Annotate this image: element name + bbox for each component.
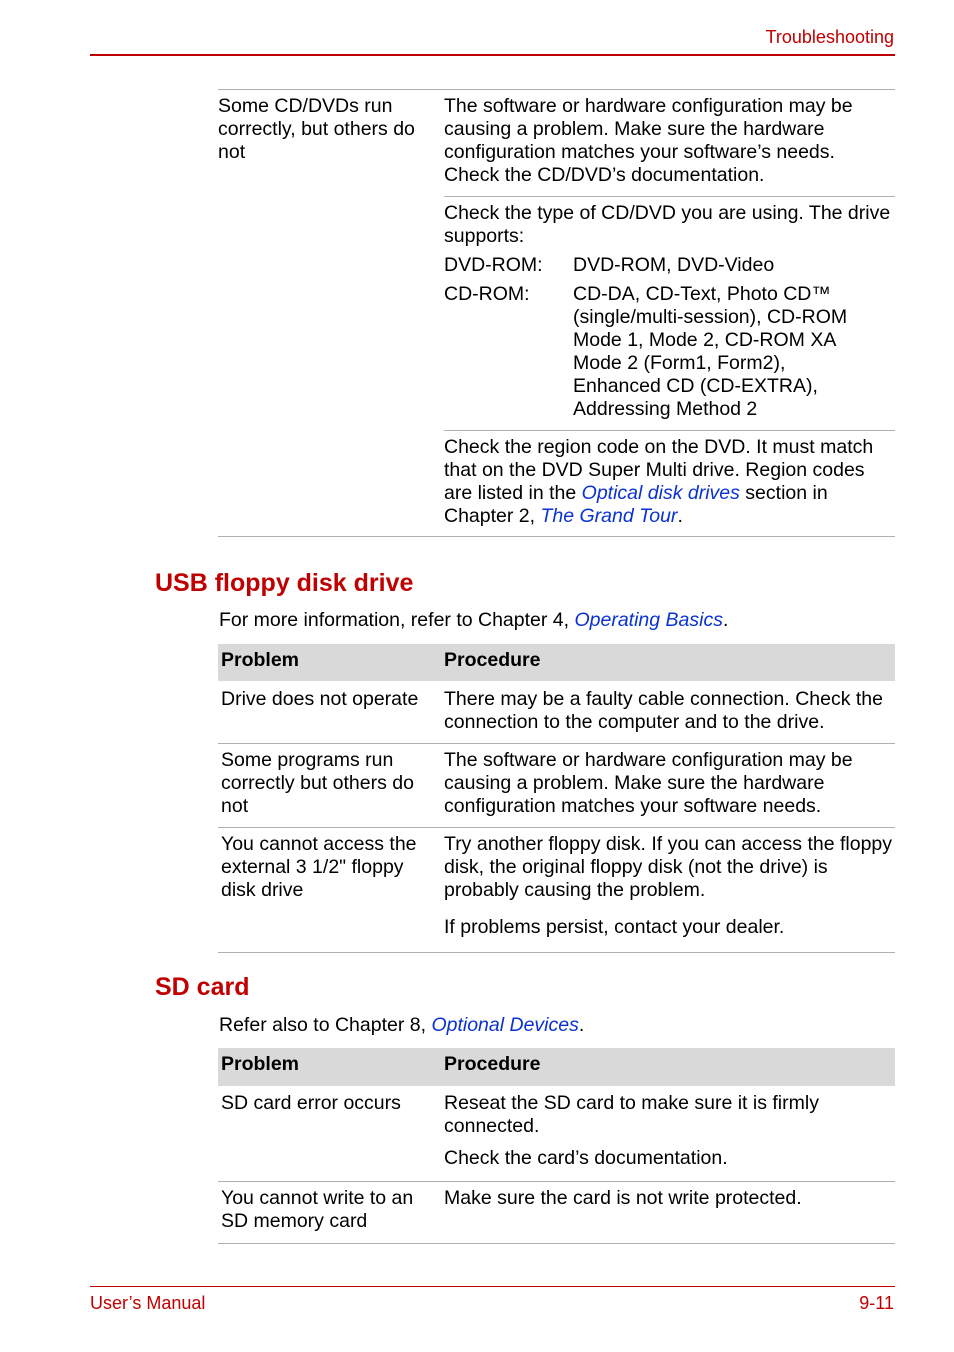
sd-row-2-procedure: Make sure the card is not write protected. bbox=[444, 1187, 802, 1209]
table-bottom-rule bbox=[218, 952, 895, 953]
optical-procedure-1: The software or hardware configuration may be causing a problem. Make sure the hardware configuration matches your software’s needs. Check the CD/DVD’s documentation. bbox=[444, 95, 853, 186]
sd-section-title: SD card bbox=[155, 973, 250, 1001]
table-bottom-rule bbox=[218, 1243, 895, 1244]
usb-section-title: USB floppy disk drive bbox=[155, 569, 414, 597]
grand-tour-link[interactable]: The Grand Tour bbox=[540, 505, 678, 527]
usb-row-3-procedure-note: If problems persist, contact your dealer. bbox=[444, 916, 785, 938]
sd-col-problem: Problem bbox=[221, 1053, 300, 1075]
sd-row-1-procedure: Reseat the SD card to make sure it is firmly connected. bbox=[444, 1092, 819, 1137]
optional-devices-link[interactable]: Optional Devices bbox=[431, 1014, 579, 1036]
usb-col-problem: Problem bbox=[221, 649, 300, 671]
sd-row-2-problem: You cannot write to an SD memory card bbox=[221, 1187, 414, 1232]
row-divider bbox=[218, 1181, 895, 1182]
procedure-divider bbox=[444, 196, 895, 197]
page-number: 9-11 bbox=[859, 1293, 894, 1313]
optical-procedure-3: Check the region code on the DVD. It must match that on the DVD Super Multi drive. Region codes are listed in the Optical disk drives section in Chapter 2, The Grand Tour. bbox=[444, 436, 874, 527]
usb-row-1-procedure: There may be a faulty cable connection. Check the connection to the computer and to the drive. bbox=[444, 688, 883, 733]
usb-row-2-problem: Some programs run correctly but others do not bbox=[221, 749, 414, 817]
sd-row-1-problem: SD card error occurs bbox=[221, 1092, 401, 1114]
usb-col-procedure: Procedure bbox=[444, 649, 541, 671]
sd-row-1-procedure-note: Check the card’s documentation. bbox=[444, 1147, 728, 1169]
usb-row-2-procedure: The software or hardware configuration may be causing a problem. Make sure the hardware configuration matches your software needs. bbox=[444, 749, 853, 817]
usb-intro: For more information, refer to Chapter 4, Operating Basics. bbox=[219, 609, 729, 631]
header-rule bbox=[90, 54, 895, 56]
cd-rom-value: CD-DA, CD-Text, Photo CD™ (single/multi-session), CD-ROM Mode 1, Mode 2, CD-ROM XA Mode 2 (Form1, Form2), Enhanced CD (CD-EXTRA), Addressing Method 2 bbox=[573, 283, 848, 420]
row-divider bbox=[218, 743, 895, 744]
usb-row-1-problem: Drive does not operate bbox=[221, 688, 419, 710]
footer-rule bbox=[90, 1286, 895, 1287]
procedure-divider bbox=[444, 430, 895, 431]
row-divider bbox=[218, 827, 895, 828]
table-bottom-rule bbox=[218, 536, 895, 537]
optical-disk-drives-link[interactable]: Optical disk drives bbox=[581, 482, 740, 504]
dvd-rom-value: DVD-ROM, DVD-Video bbox=[573, 254, 775, 276]
optical-problem-cell: Some CD/DVDs run correctly, but others do not bbox=[218, 95, 415, 163]
footer-manual-title: User’s Manual bbox=[90, 1293, 206, 1313]
cd-rom-label: CD-ROM: bbox=[444, 283, 530, 305]
running-header: Troubleshooting bbox=[765, 27, 894, 47]
operating-basics-link[interactable]: Operating Basics bbox=[574, 609, 723, 631]
usb-row-3-problem: You cannot access the external 3 1/2" floppy disk drive bbox=[221, 833, 417, 901]
sd-col-procedure: Procedure bbox=[444, 1053, 541, 1075]
usb-row-3-procedure: Try another floppy disk. If you can access the floppy disk, the original floppy disk (not the drive) is probably causing the problem. bbox=[444, 833, 893, 901]
dvd-rom-label: DVD-ROM: bbox=[444, 254, 543, 276]
optical-procedure-2-intro: Check the type of CD/DVD you are using. The drive supports: bbox=[444, 202, 891, 247]
table-top-rule bbox=[218, 89, 895, 90]
sd-intro: Refer also to Chapter 8, Optional Devices. bbox=[219, 1014, 585, 1036]
